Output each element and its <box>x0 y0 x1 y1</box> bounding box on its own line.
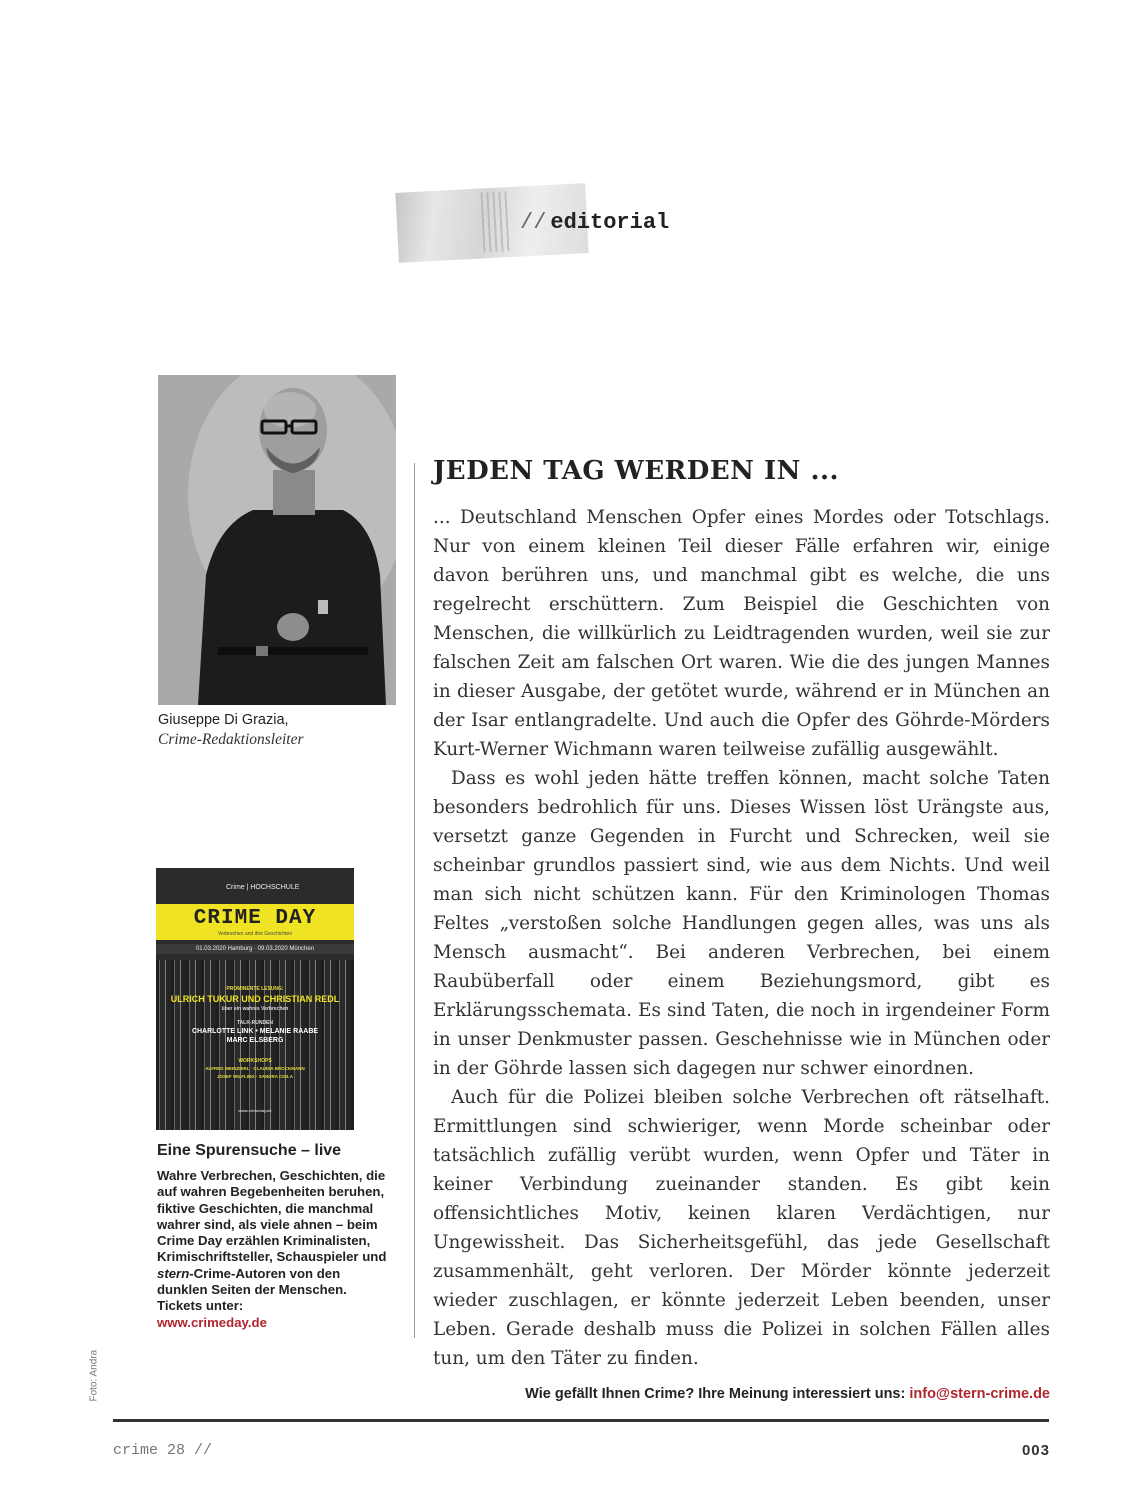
article-paragraph: ... Deutschland Menschen Opfer eines Mordes oder Totschlags. Nur von einem kleinen Teil dieser Fälle erfahren wir, einige davon berühren uns, und manchmal gibt es welche, die uns regelrecht erschüttern. Zum Beispiel die Geschichten von Menschen, die willkürlich zu Leidtragenden wurden, weil sie zur falschen Zeit am falschen Ort waren. Wie die des jungen Mannes in dieser Ausgabe, der getötet wurde, während er in München an der Isar entlangradelte. Und auch die Opfer des Göhrde-Mörders Kurt-Werner Wichmann waren teilweise zufällig ausgewählt. <box>433 507 1050 760</box>
sidebar-body-end: -Crime-Autoren von den dunklen Seiten der Menschen. Tickets unter: <box>157 1265 347 1314</box>
poster-line: über ein wahres Verbrechen <box>221 1006 289 1012</box>
section-label <box>520 210 669 235</box>
column-divider <box>414 463 415 1338</box>
poster-line: TALK-RUNDEN <box>236 1020 273 1026</box>
poster-brand: Crime | HOCHSCHULE <box>226 884 300 891</box>
portrait-photo <box>158 375 396 705</box>
portrait-caption-role: Crime-Redaktionsleiter <box>158 731 304 748</box>
article-paragraph: Auch für die Polizei bleiben solche Verbrechen oft rätselhaft. Ermittlungen sind schwieriger, wenn Morde scheinbar oder tatsächlich zufällig verübt wurden, wenn Opfer und Täter in keiner Verbindung zueinander standen. Es gibt kein offensichtliches Motiv, keinen klaren Verdächtigen, nur Ungewissheit. Das Sicherheitsgefühl, das jede Gesellschaft zusammenhält, geht verloren. Der Mörder könnte jederzeit wieder zuschlagen, er könnte jederzeit Leben beenden, unser Leben. Gerade deshalb muss die Polizei in solchen Fällen alles tun, um den Täter zu finden. <box>433 1087 1050 1369</box>
page-number: 003 <box>1021 1442 1050 1459</box>
section-slashes: // <box>520 210 547 235</box>
sidebar-body-text: Wahre Verbrechen, Geschichten, die auf wahren Begebenheiten beruhen, fiktive Geschichten, die manchmal wahrer sind, als viele ahnen – beim Crime Day erzählen Kriminalisten, Krimischriftsteller, Schauspieler und <box>157 1168 387 1265</box>
poster-line: MARC ELSBERG <box>226 1037 284 1044</box>
article-paragraph: Dass es wohl jeden hätte treffen können, macht solche Taten besonders bedrohlich für uns. Dieses Wissen löst Urängste aus, versetzt ganze Gegenden in Furcht und Schrecken, weil sie scheinbar grundlos passiert sind, wie aus dem Nichts. Und weil man sich nicht schützen kann. Für den Kriminologen Thomas Feltes „verstoßen solche Handlungen gegen alles, was uns als Mensch ausmacht“. Bei anderen Verbrechen, bei einem Raubüberfall oder einem Beziehungsmord, gibt es Erklärungsschemata. Es sind Taten, die noch in irgendeiner Form in unser Denkmuster passen. Geschehnisse wie in München oder in der Göhrde lassen sich dagegen nur schwer einordnen. <box>433 768 1050 1079</box>
photo-credit: Foto: Andra <box>88 1349 100 1402</box>
poster-line: www.crimeday.de <box>238 1108 272 1113</box>
crimeday-link[interactable]: www.crimeday.de <box>157 1314 267 1330</box>
feedback-email-link[interactable]: info@stern-crime.de <box>909 1386 1050 1402</box>
feedback-line <box>300 1386 1050 1402</box>
footer-rule <box>113 1419 1049 1422</box>
poster-line: JOSEF WILFLING · SANDRA CIGLA <box>216 1074 294 1079</box>
article-body <box>433 503 1050 1373</box>
sidebar-heading: Eine Spurensuche – live <box>157 1142 342 1159</box>
poster-line: ULRICH TUKUR UND CHRISTIAN REDL <box>170 994 340 1004</box>
poster-title: CRIME DAY <box>193 907 317 930</box>
poster-line: WORKSHOPS <box>238 1058 272 1064</box>
poster-dates: 01.03.2020 Hamburg · 09.03.2020 München <box>156 944 354 954</box>
poster-subtitle: Verbrechen und ihre Geschichten <box>217 931 293 937</box>
portrait-caption-name: Giuseppe Di Grazia, <box>158 712 289 728</box>
section-title: editorial <box>550 210 670 235</box>
poster-line: CHARLOTTE LINK • MELANIE RAABE <box>191 1028 319 1035</box>
footer-issue: crime 28 // <box>113 1442 213 1459</box>
feedback-text: Wie gefällt Ihnen Crime? Ihre Meinung interessiert uns: <box>525 1386 910 1402</box>
sidebar-body <box>157 1168 392 1331</box>
sidebar-body-italic: stern <box>157 1265 190 1281</box>
poster-line: PROMINENTE LESUNG: <box>226 986 284 992</box>
crime-day-poster <box>156 868 354 1130</box>
article-headline: JEDEN TAG WERDEN IN ... <box>433 456 840 486</box>
poster-line: ALFRED WEINZIERL · CLAUDIA BROCKMANN <box>205 1066 305 1071</box>
